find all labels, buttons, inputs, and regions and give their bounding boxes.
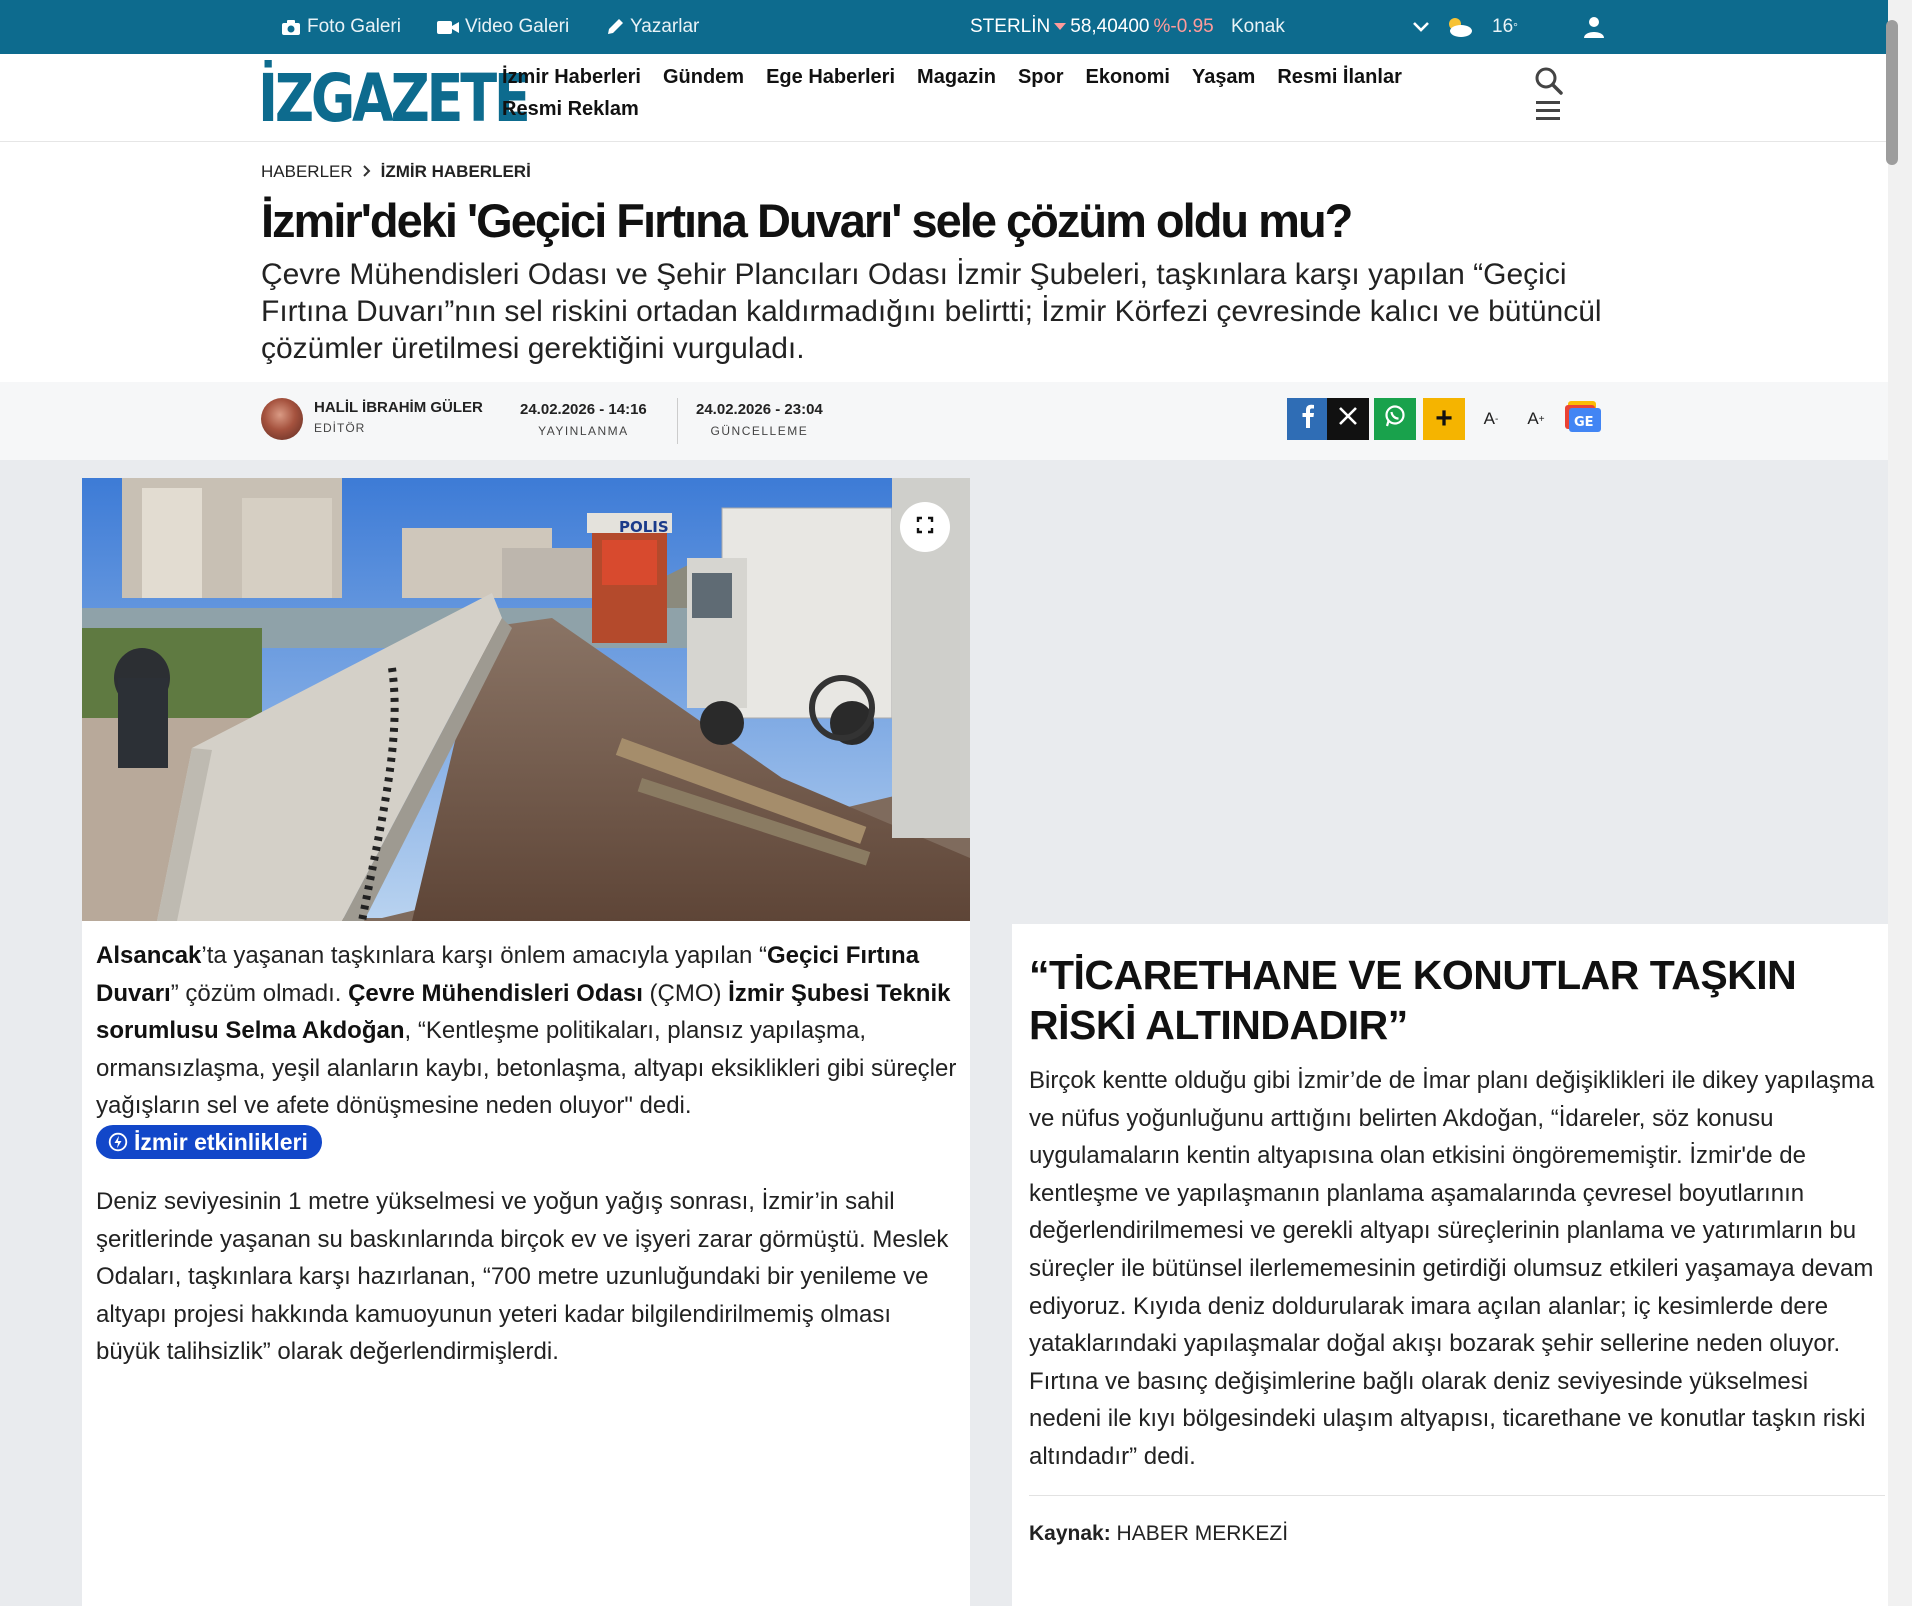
main-nav [502, 64, 1432, 122]
breadcrumb [261, 162, 531, 182]
nav-yasam[interactable]: Yaşam [1191, 66, 1256, 88]
expand-icon [916, 516, 934, 539]
police-sign-text: POLIS [619, 518, 669, 536]
bold-alsancak: Alsancak [96, 942, 202, 969]
article-spot: Çevre Mühendisleri Odası ve Şehir Plancıları Odası İzmir Şubeleri, taşkınlara karşı yapılan “Geçici Fırtına Duvarı”nın sel riskini ortadan kaldırmadığını belirtti; İzmir Körfezi çevresinde kalıcı ve bütüncül çözümler üretilmesi gerektiğini vurguladı. [261, 258, 1602, 365]
source-value: HABER MERKEZİ [1116, 1522, 1289, 1545]
article-photo[interactable] [82, 478, 970, 921]
author-name: HALİL İBRAHİM GÜLER [314, 399, 483, 416]
google-news-button[interactable] [1562, 398, 1604, 440]
p1-text-2: ” çözüm olmadı. [170, 979, 349, 1007]
photo-gallery-link[interactable] [281, 0, 401, 54]
breadcrumb-haberler[interactable]: HABERLER [261, 162, 353, 181]
video-gallery-link[interactable] [437, 0, 569, 54]
updated-date-label: GÜNCELLEME [710, 424, 809, 438]
writers-label: Yazarlar [630, 16, 700, 37]
article-paragraph-1 [96, 937, 958, 1125]
camera-icon [281, 19, 301, 36]
video-camera-icon [437, 20, 459, 35]
google-news-icon [1564, 399, 1602, 439]
article-title: İzmir'deki 'Geçici Fırtına Duvarı' sele çözüm oldu mu? [261, 194, 1352, 247]
izmir-etkinlikleri-tag[interactable] [96, 1125, 322, 1159]
bold-selma-akdogan: İzmir Şubesi Teknik sorumlusu Selma Akdoğan [96, 979, 951, 1045]
temperature [1492, 0, 1518, 54]
svg-text:GE: GE [1574, 415, 1594, 430]
temperature-value: 16 [1492, 16, 1514, 37]
chevron-right-icon [363, 164, 371, 181]
top-bar [0, 0, 1912, 54]
article-paragraph-3: Birçok kentte olduğu gibi İzmir’de de İmar planı değişiklikleri ile dikey yapılaşma ve nüfus yoğunluğunu arttığını belirten Akdoğan, “İdareler, söz konusu uygulamaların kentin altyapısına olan etkisini öngörememiştir. İzmir'de de kentleşme ve yapılaşmanın planlama aşamalarında çevresel boyutlarının değerlendirilmemesi ve gerekli altyapı süreçlerinin planlama ve yatırımların bu süreçler ile bütünsel ilerlememesinin getirdiği olumsuz etkileri yaşamaya devam ediyoruz. Kıyıda deniz doldurularak imara açılan alanlar; iç kesimlerde dere yataklarındaki yapılaşmalar doğal akışı bozarak şehir sellerine neden oluyor. Fırtına ve basınç değişimlerine bağlı olarak deniz seviyesinde yükselmesi nedeni ile kıyı bölgesindeki ulaşım altyapısı, ticarethane ve konutlar taşkın riski altındadır” dedi. [1029, 1067, 1875, 1470]
nav-resmi-ilanlar[interactable]: Resmi İlanlar [1277, 66, 1402, 88]
video-gallery-label: Video Galeri [465, 16, 570, 37]
caret-down-icon [1054, 23, 1066, 31]
hamburger-menu-icon[interactable] [1534, 99, 1562, 128]
lightning-circle-icon [108, 1132, 128, 1152]
updated-date-value: 24.02.2026 - 23:04 [696, 401, 823, 418]
updated-date [696, 401, 823, 438]
source-divider [1029, 1495, 1885, 1496]
font-decrease-button[interactable]: A - [1483, 409, 1499, 428]
currency-ticker[interactable] [970, 0, 1214, 54]
font-increase-button[interactable]: A + [1527, 409, 1545, 428]
author-avatar[interactable] [261, 398, 303, 440]
author-block[interactable] [314, 399, 483, 435]
nav-magazin[interactable]: Magazin [917, 66, 996, 88]
article-source [1029, 1522, 1288, 1546]
x-share-button[interactable] [1327, 398, 1369, 440]
facebook-share-button[interactable] [1287, 398, 1329, 440]
breadcrumb-izmir-haberleri[interactable]: İZMİR HABERLERİ [380, 162, 531, 181]
author-role: EDİTÖR [314, 421, 366, 435]
pencil-icon [606, 18, 624, 36]
x-icon [1338, 406, 1358, 432]
currency-name: STERLİN [970, 16, 1051, 37]
published-date-value: 24.02.2026 - 14:16 [520, 401, 647, 418]
whatsapp-share-button[interactable] [1374, 398, 1416, 440]
source-label: Kaynak: [1029, 1522, 1111, 1545]
writers-link[interactable] [606, 0, 699, 54]
user-icon[interactable] [1583, 0, 1605, 54]
city-select[interactable]: Konak [1231, 16, 1285, 37]
photo-gallery-label: Foto Galeri [307, 16, 401, 37]
article-subheading: “TİCARETHANE VE KONUTLAR TAŞKIN RİSKİ ALTINDADIR” [1029, 952, 1797, 1048]
facebook-icon [1301, 404, 1315, 434]
more-share-button[interactable]: + [1423, 398, 1465, 440]
partly-cloudy-icon [1444, 0, 1474, 54]
nav-resmi-reklam[interactable]: Resmi Reklam [502, 98, 639, 120]
nav-ekonomi[interactable]: Ekonomi [1085, 66, 1170, 88]
chevron-down-icon[interactable] [1412, 0, 1430, 54]
p1-text-1: ’ta yaşanan taşkınlara karşı önlem amacıyla yapılan “ [201, 942, 768, 969]
currency-value: 58,40400 [1070, 16, 1150, 37]
whatsapp-icon [1383, 404, 1407, 434]
tag-label: İzmir etkinlikleri [134, 1128, 308, 1155]
search-icon[interactable] [1534, 66, 1564, 101]
font-decrease-label: A [1483, 409, 1495, 428]
page-scrollbar[interactable] [1888, 0, 1912, 1606]
article-paragraph-2: Deniz seviyesinin 1 metre yükselmesi ve yoğun yağış sonrası, İzmir’in sahil şeritlerinde yaşanan su baskınlarında birçok ev ve işyeri zarar görmüştü. Meslek Odaları, taşkınlara karşı hazırlanan, “700 metre uzunluğundaki bir yenileme ve altyapı projesi hakkında kamuoyunun yeteri kadar bilgilendirilmemiş olması büyük talihsizlik” olarak değerlendirmişlerdi. [96, 1188, 949, 1366]
bold-cmo: Çevre Mühendisleri Odası [348, 979, 643, 1007]
nav-ege-haberleri[interactable]: Ege Haberleri [766, 66, 896, 88]
scrollbar-thumb[interactable] [1886, 20, 1898, 165]
published-date-label: YAYINLANMA [538, 424, 629, 438]
nav-gundem[interactable]: Gündem [662, 66, 745, 88]
nav-spor[interactable]: Spor [1017, 66, 1064, 88]
site-logo[interactable]: İZGAZETE [258, 60, 528, 137]
p1-text-3: (ÇMO) [642, 979, 729, 1007]
published-date [520, 401, 647, 438]
meta-divider [677, 398, 678, 444]
p1-text-4: , “Kentleşme politikaları, plansız yapılaşma, ormansızlaşma, yeşil alanların kaybı, betonlaşma, altyapı eksiklikleri gibi süreçler yağışların sel ve afete dönüşmesine neden oluyor" dedi. [96, 1017, 957, 1120]
temperature-unit: ° [1513, 20, 1518, 34]
fullscreen-button[interactable] [900, 502, 950, 552]
article-meta-bar [0, 382, 1888, 460]
nav-izmir-haberleri[interactable]: İzmir Haberleri [502, 66, 641, 88]
site-header [0, 54, 1888, 142]
currency-change: %-0.95 [1153, 16, 1214, 37]
bold-gecici-firtina-duvari: Geçici Fırtına Duvarı [96, 942, 920, 1007]
font-increase-label: A [1527, 409, 1539, 428]
